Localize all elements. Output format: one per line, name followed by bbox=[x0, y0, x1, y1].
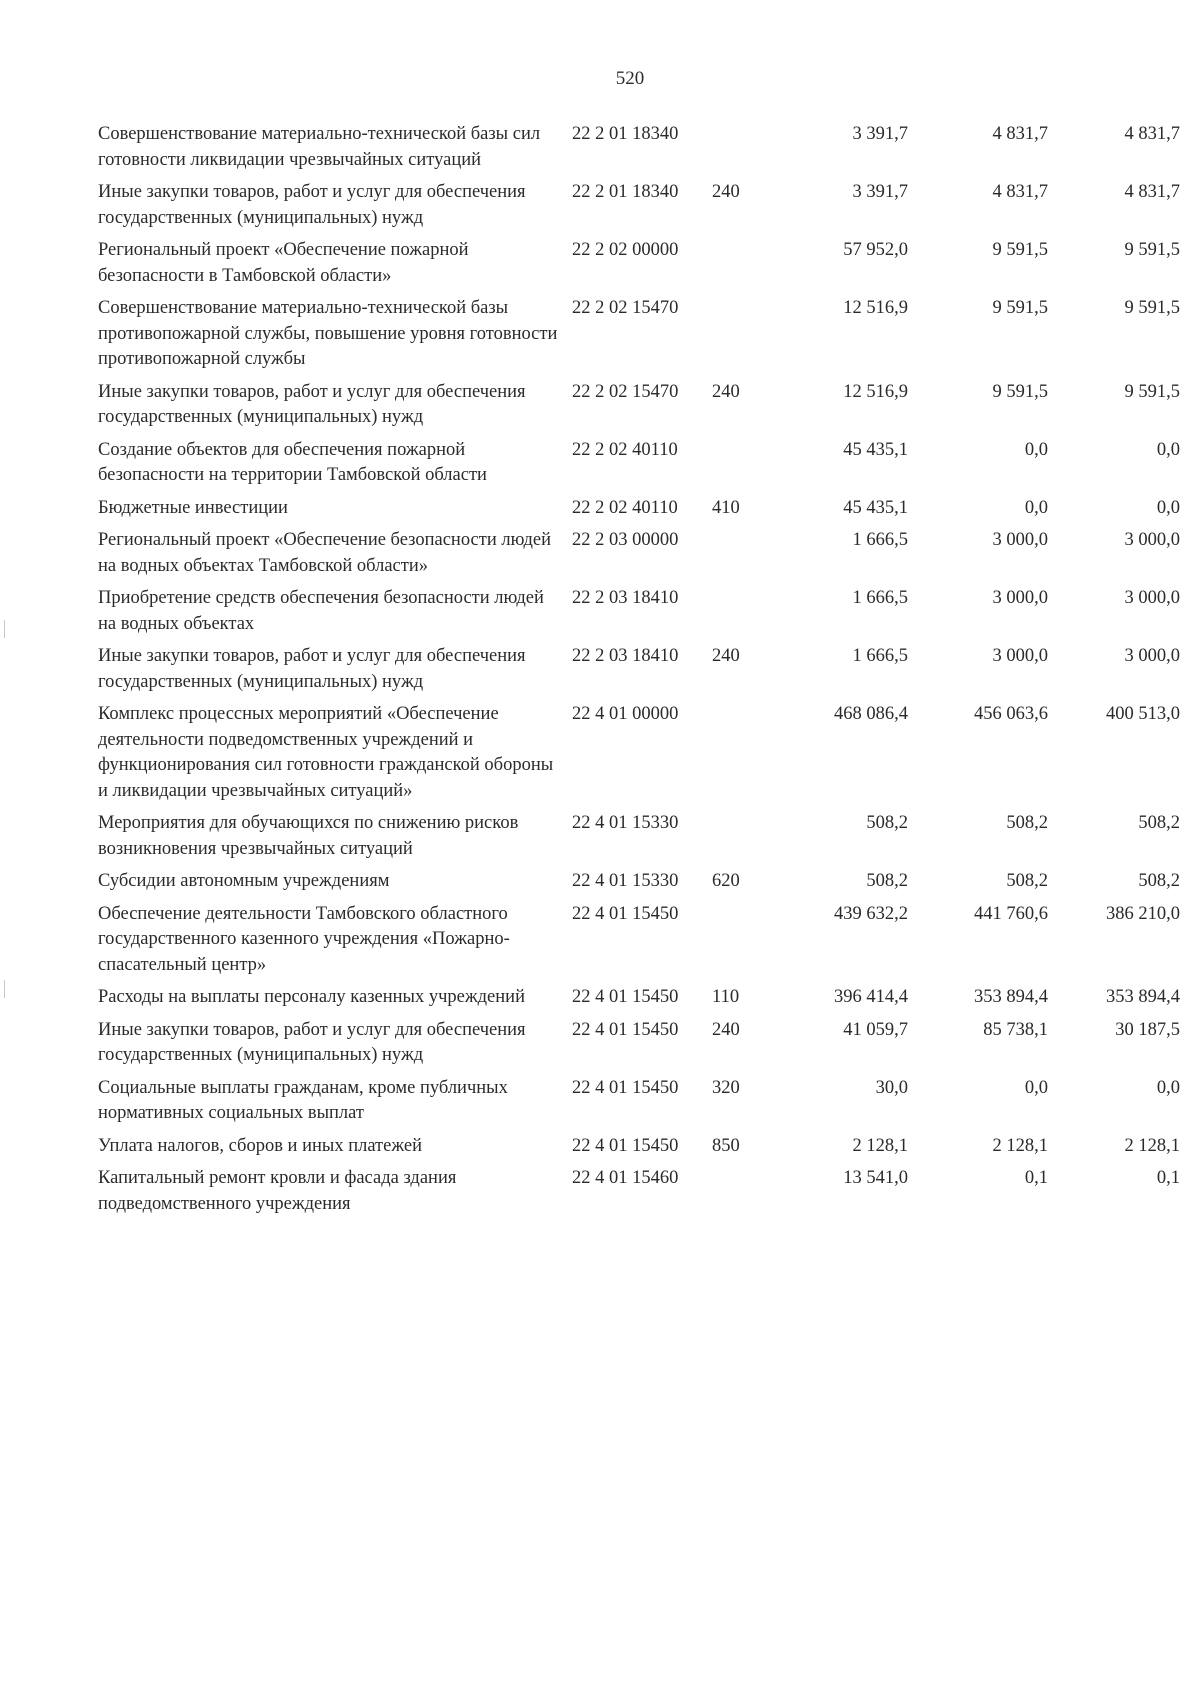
row-code-cell: 22 4 01 15450 bbox=[572, 1019, 679, 1040]
row-year1-amount-cell: 12 516,9 bbox=[843, 381, 908, 402]
row-name-cell bbox=[98, 380, 568, 438]
table-row bbox=[98, 496, 1180, 529]
row-name-cell bbox=[98, 1134, 568, 1167]
table-row bbox=[98, 122, 1180, 180]
row-name-text: Мероприятия для обучающихся по снижению рисков возникновения чрезвычайных ситуаций bbox=[98, 813, 519, 859]
row-expense-type-cell bbox=[708, 902, 768, 986]
row-name-text: Капитальный ремонт кровли и фасада здания подведомственного учреждения bbox=[98, 1168, 457, 1214]
row-name-text: Расходы на выплаты персоналу казенных учреждений bbox=[98, 987, 525, 1007]
row-code-cell: 22 2 03 00000 bbox=[572, 530, 679, 550]
row-year3-amount-cell: 4 831,7 bbox=[1124, 182, 1180, 202]
row-name-text: Уплата налогов, сборов и иных платежей bbox=[98, 1135, 423, 1156]
row-name-cell bbox=[98, 1018, 568, 1076]
row-name-text: Региональный проект «Обеспечение пожарной безопасности в Тамбовской области» bbox=[98, 240, 469, 286]
row-expense-type-cell: 620 bbox=[712, 871, 740, 891]
margin-mark bbox=[4, 980, 5, 998]
row-code-cell: 22 2 03 18410 bbox=[572, 588, 679, 608]
row-year1-amount-cell: 2 128,1 bbox=[852, 1135, 908, 1156]
row-name-text: Иные закупки товаров, работ и услуг для обеспечения государственных (муниципальных) нужд bbox=[98, 381, 526, 427]
row-name-text: Иные закупки товаров, работ и услуг для обеспечения государственных (муниципальных) нужд bbox=[98, 182, 526, 228]
table-row bbox=[98, 1166, 1180, 1224]
row-name-text: Бюджетные инвестиции bbox=[98, 497, 288, 518]
row-expense-type-cell: 240 bbox=[712, 646, 740, 666]
row-code-cell: 22 4 01 15330 bbox=[572, 871, 679, 891]
row-name-cell bbox=[98, 438, 568, 496]
row-year2-amount-cell: 0,1 bbox=[1024, 1168, 1048, 1188]
row-code-cell: 22 2 02 40110 bbox=[572, 497, 678, 518]
row-year2-amount-cell: 508,2 bbox=[1006, 813, 1048, 833]
row-name-text: Иные закупки товаров, работ и услуг для обеспечения государственных (муниципальных) нужд bbox=[98, 1019, 526, 1065]
row-name-text: Субсидии автономным учреждениям bbox=[98, 871, 390, 891]
row-year2-amount-cell: 441 760,6 bbox=[974, 903, 1048, 924]
row-year1-amount-cell: 45 435,1 bbox=[843, 497, 908, 518]
row-year2-amount-cell: 353 894,4 bbox=[974, 987, 1048, 1007]
row-year2-amount-cell: 2 128,1 bbox=[992, 1135, 1048, 1156]
row-year2-amount-cell: 0,0 bbox=[1024, 439, 1048, 460]
row-expense-type-cell bbox=[708, 1166, 768, 1224]
table-row bbox=[98, 180, 1180, 238]
table-row bbox=[98, 1076, 1180, 1134]
row-code-cell: 22 4 01 00000 bbox=[572, 704, 679, 724]
table-row bbox=[98, 644, 1180, 702]
row-year3-amount-cell: 508,2 bbox=[1138, 813, 1180, 833]
row-code-cell: 22 2 02 40110 bbox=[572, 439, 678, 460]
row-year2-amount-cell: 3 000,0 bbox=[992, 588, 1048, 608]
row-year1-amount-cell: 57 952,0 bbox=[843, 240, 908, 260]
row-year2-amount-cell: 4 831,7 bbox=[992, 182, 1048, 202]
row-year1-amount-cell: 1 666,5 bbox=[852, 646, 908, 666]
row-name-cell bbox=[98, 985, 568, 1018]
row-name-text: Социальные выплаты гражданам, кроме публичных нормативных социальных выплат bbox=[98, 1077, 508, 1123]
row-name-cell bbox=[98, 586, 568, 644]
row-code-cell: 22 2 01 18340 bbox=[572, 124, 679, 144]
budget-table bbox=[98, 122, 1180, 1224]
table-row bbox=[98, 811, 1180, 869]
row-name-cell bbox=[98, 528, 568, 586]
table-row bbox=[98, 1134, 1180, 1167]
row-year2-amount-cell: 3 000,0 bbox=[992, 646, 1048, 666]
table-row bbox=[98, 380, 1180, 438]
table-row bbox=[98, 296, 1180, 380]
row-name-text: Приобретение средств обеспечения безопасности людей на водных объектах bbox=[98, 588, 544, 634]
row-expense-type-cell: 240 bbox=[712, 381, 740, 402]
row-name-cell bbox=[98, 811, 568, 869]
row-code-cell: 22 4 01 15450 bbox=[572, 1077, 679, 1098]
row-year1-amount-cell: 1 666,5 bbox=[852, 588, 908, 608]
row-expense-type-cell bbox=[708, 296, 768, 380]
row-year2-amount-cell: 85 738,1 bbox=[983, 1019, 1048, 1040]
row-expense-type-cell: 850 bbox=[712, 1135, 740, 1156]
row-code-cell: 22 2 02 15470 bbox=[572, 381, 679, 402]
row-code-cell: 22 2 03 18410 bbox=[572, 646, 679, 666]
row-year3-amount-cell: 3 000,0 bbox=[1124, 646, 1180, 666]
row-year3-amount-cell: 9 591,5 bbox=[1124, 298, 1180, 318]
row-year3-amount-cell: 0,0 bbox=[1156, 1077, 1180, 1098]
row-year1-amount-cell: 3 391,7 bbox=[852, 124, 908, 144]
row-code-cell: 22 2 02 15470 bbox=[572, 298, 679, 318]
row-expense-type-cell bbox=[708, 238, 768, 296]
table-row bbox=[98, 586, 1180, 644]
row-name-cell bbox=[98, 238, 568, 296]
row-year1-amount-cell: 468 086,4 bbox=[834, 704, 908, 724]
row-code-cell: 22 4 01 15450 bbox=[572, 1135, 679, 1156]
table-row bbox=[98, 528, 1180, 586]
row-year1-amount-cell: 1 666,5 bbox=[852, 530, 908, 550]
row-year2-amount-cell: 456 063,6 bbox=[974, 704, 1048, 724]
row-code-cell: 22 4 01 15460 bbox=[572, 1168, 679, 1188]
row-name-text: Региональный проект «Обеспечение безопасности людей на водных объектах Тамбовской области» bbox=[98, 530, 551, 576]
row-year3-amount-cell: 9 591,5 bbox=[1124, 240, 1180, 260]
row-year1-amount-cell: 439 632,2 bbox=[834, 903, 908, 924]
row-year3-amount-cell: 3 000,0 bbox=[1124, 588, 1180, 608]
row-code-cell: 22 4 01 15450 bbox=[572, 903, 679, 924]
row-year2-amount-cell: 0,0 bbox=[1024, 497, 1048, 518]
table-row bbox=[98, 985, 1180, 1018]
row-name-cell bbox=[98, 902, 568, 986]
table-row bbox=[98, 902, 1180, 986]
row-name-cell bbox=[98, 180, 568, 238]
row-expense-type-cell bbox=[708, 811, 768, 869]
row-year3-amount-cell: 508,2 bbox=[1138, 871, 1180, 891]
row-year1-amount-cell: 3 391,7 bbox=[852, 182, 908, 202]
row-code-cell: 22 2 02 00000 bbox=[572, 240, 679, 260]
row-name-text: Совершенствование материально-технической базы сил готовности ликвидации чрезвычайных ситуаций bbox=[98, 124, 541, 170]
row-expense-type-cell bbox=[708, 528, 768, 586]
row-name-text: Комплекс процессных мероприятий «Обеспечение деятельности подведомственных учреждений и функционирования сил готовности гражданской обороны и ликвидации чрезвычайных ситуаций» bbox=[98, 704, 554, 801]
row-expense-type-cell bbox=[708, 122, 768, 180]
row-name-cell bbox=[98, 122, 568, 180]
row-expense-type-cell: 240 bbox=[712, 1019, 740, 1040]
row-year3-amount-cell: 2 128,1 bbox=[1124, 1135, 1180, 1156]
row-year3-amount-cell: 9 591,5 bbox=[1124, 381, 1180, 402]
row-year2-amount-cell: 0,0 bbox=[1024, 1077, 1048, 1098]
row-year1-amount-cell: 41 059,7 bbox=[843, 1019, 908, 1040]
row-code-cell: 22 4 01 15450 bbox=[572, 987, 679, 1007]
row-year2-amount-cell: 508,2 bbox=[1006, 871, 1048, 891]
row-year2-amount-cell: 4 831,7 bbox=[992, 124, 1048, 144]
row-code-cell: 22 2 01 18340 bbox=[572, 182, 679, 202]
row-expense-type-cell bbox=[708, 586, 768, 644]
row-year3-amount-cell: 3 000,0 bbox=[1124, 530, 1180, 550]
row-name-cell bbox=[98, 296, 568, 380]
row-name-cell bbox=[98, 644, 568, 702]
row-code-cell: 22 4 01 15330 bbox=[572, 813, 679, 833]
row-year1-amount-cell: 508,2 bbox=[866, 813, 908, 833]
row-expense-type-cell: 320 bbox=[712, 1077, 740, 1098]
row-year3-amount-cell: 0,0 bbox=[1156, 439, 1180, 460]
row-year1-amount-cell: 13 541,0 bbox=[843, 1168, 908, 1188]
row-year2-amount-cell: 3 000,0 bbox=[992, 530, 1048, 550]
row-year1-amount-cell: 508,2 bbox=[866, 871, 908, 891]
table-row bbox=[98, 869, 1180, 902]
table-row bbox=[98, 438, 1180, 496]
table-row bbox=[98, 702, 1180, 811]
table-body bbox=[98, 122, 1180, 1224]
row-year1-amount-cell: 12 516,9 bbox=[843, 298, 908, 318]
row-year3-amount-cell: 30 187,5 bbox=[1115, 1019, 1180, 1040]
row-year1-amount-cell: 396 414,4 bbox=[834, 987, 908, 1007]
row-name-text: Совершенствование материально-технической базы противопожарной службы, повышение уровня готовности противопожарной службы bbox=[98, 298, 558, 369]
row-year2-amount-cell: 9 591,5 bbox=[992, 381, 1048, 402]
row-expense-type-cell bbox=[708, 438, 768, 496]
row-expense-type-cell: 240 bbox=[712, 182, 740, 202]
row-year3-amount-cell: 386 210,0 bbox=[1106, 903, 1180, 924]
table-row bbox=[98, 1018, 1180, 1076]
row-expense-type-cell bbox=[708, 702, 768, 811]
row-year1-amount-cell: 30,0 bbox=[875, 1077, 908, 1098]
table-row bbox=[98, 238, 1180, 296]
row-expense-type-cell: 410 bbox=[712, 497, 740, 518]
row-name-cell bbox=[98, 1076, 568, 1134]
row-year1-amount-cell: 45 435,1 bbox=[843, 439, 908, 460]
row-name-cell bbox=[98, 869, 568, 902]
row-name-text: Иные закупки товаров, работ и услуг для обеспечения государственных (муниципальных) нужд bbox=[98, 646, 526, 692]
margin-mark bbox=[4, 620, 5, 638]
page-number: 520 bbox=[615, 68, 645, 89]
row-name-text: Создание объектов для обеспечения пожарной безопасности на территории Тамбовской области bbox=[98, 439, 487, 485]
row-year3-amount-cell: 0,1 bbox=[1156, 1168, 1180, 1188]
row-name-cell bbox=[98, 496, 568, 529]
row-name-cell bbox=[98, 702, 568, 811]
row-year3-amount-cell: 0,0 bbox=[1156, 497, 1180, 518]
row-name-text: Обеспечение деятельности Тамбовского областного государственного казенного учреждения «Пожарно-спасательный центр» bbox=[98, 903, 510, 975]
row-expense-type-cell: 110 bbox=[712, 987, 740, 1007]
row-year2-amount-cell: 9 591,5 bbox=[992, 298, 1048, 318]
row-name-cell bbox=[98, 1166, 568, 1224]
row-year3-amount-cell: 4 831,7 bbox=[1124, 124, 1180, 144]
row-year3-amount-cell: 400 513,0 bbox=[1106, 704, 1180, 724]
row-year3-amount-cell: 353 894,4 bbox=[1106, 987, 1180, 1007]
row-year2-amount-cell: 9 591,5 bbox=[992, 240, 1048, 260]
